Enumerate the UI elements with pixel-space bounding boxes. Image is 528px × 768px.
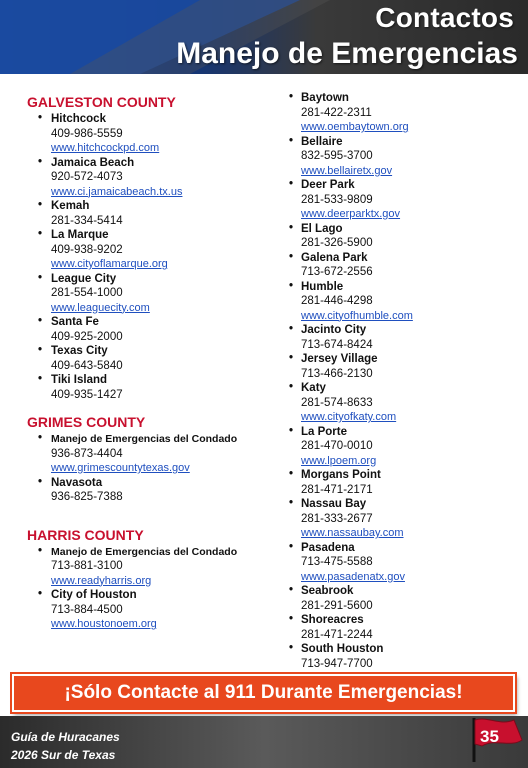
bullet-icon: • [289,584,294,596]
list-item [27,272,277,316]
contact-link[interactable]: www.deerparktx.gov [301,208,401,220]
list-item [285,468,515,497]
page-header [0,0,528,74]
contact-name: Manejo de Emergencias del Condado [51,433,238,445]
contact-phone: 281-446-4298 [301,295,373,307]
list-item [27,545,277,589]
contact-phone: 281-471-2171 [301,483,373,496]
contact-link[interactable]: www.houstonoem.org [51,618,157,630]
contact-phone: 713-466-2130 [301,367,373,380]
contact-phone: 713-947-7700 [301,657,373,670]
bullet-icon: • [289,642,294,654]
contact-link[interactable]: www.grimescountytexas.gov [51,462,190,474]
page-footer [0,716,528,768]
bullet-icon: • [289,91,294,103]
bullet-icon: • [289,134,294,147]
contact-phone: 409-643-5840 [51,359,123,372]
contact-name: La Porte [301,425,348,438]
contact-name: Hitchcock [51,113,106,125]
bullet-icon: • [38,199,43,211]
contact-phone: 713-672-2556 [301,266,373,278]
list-item [285,352,515,381]
page-title-line2: Manejo de Emergencias [176,37,518,70]
footer-guide-title [11,728,120,764]
contact-link[interactable]: www.ci.jamaicabeach.tx.us [51,185,183,198]
list-item [27,432,277,476]
contact-link[interactable]: www.oembaytown.org [301,121,409,133]
contact-link[interactable]: www.cityofhumble.com [301,309,413,322]
bullet-icon: • [38,344,43,356]
contact-name: Seabrook [301,585,354,597]
bullet-icon: • [38,544,43,557]
contact-phone: 281-574-8633 [301,396,373,409]
contact-name: La Marque [51,229,109,241]
bullet-icon: • [38,271,43,284]
contact-phone: 936-873-4404 [51,447,123,460]
contact-link[interactable]: www.lpoem.org [301,454,377,467]
list-item [285,222,515,251]
bullet-icon: • [38,228,43,240]
contact-name: Kemah [51,200,90,212]
left-column [27,94,277,641]
list-item [285,381,515,425]
list-item [285,541,515,585]
contact-phone: 713-674-8424 [301,338,373,351]
bullet-icon: • [38,588,43,600]
contact-link[interactable]: www.cityofkaty.com [301,411,397,423]
contact-phone: 409-986-5559 [51,127,123,140]
list-item [27,373,277,402]
bullet-icon: • [38,432,43,444]
contact-phone: 281-422-2311 [301,106,372,119]
grimes-county-section [27,414,277,505]
county-heading: HARRIS COUNTY [27,526,144,543]
bullet-icon: • [38,112,43,124]
list-item [285,323,515,352]
bullet-icon: • [289,497,294,509]
contact-name: El Lago [301,222,343,235]
list-item [27,156,277,200]
list-item [27,588,277,632]
contact-phone: 713-884-4500 [51,603,123,616]
contact-phone: 713-475-5588 [301,556,373,568]
list-item [27,315,277,344]
contact-phone: 281-334-5414 [51,214,123,227]
contact-name: Morgans Point [301,469,381,481]
contact-name: Jamaica Beach [51,156,135,169]
bullet-icon: • [38,155,43,168]
list-item [27,112,277,156]
contact-name: South Houston [301,643,384,655]
bullet-icon: • [289,468,294,480]
right-column [285,91,515,671]
bullet-icon: • [38,373,43,385]
bullet-icon: • [289,178,294,190]
contact-phone: 281-533-9809 [301,193,373,206]
contact-phone: 281-471-2244 [301,628,373,641]
bullet-icon: • [289,250,294,263]
list-item [27,476,277,505]
bullet-icon: • [289,613,294,625]
bullet-icon: • [289,424,294,437]
bullet-icon: • [289,352,294,364]
contact-name: Jersey Village [301,353,378,365]
galveston-county-section [27,94,277,402]
list-item [285,280,515,324]
list-item [285,135,515,179]
contact-name: Tiki Island [51,374,108,386]
page-title-line1: Contactos [375,2,514,33]
contact-name: Jacinto City [301,324,367,336]
list-item [285,584,515,613]
contact-link[interactable]: www.hitchcockpd.com [51,142,160,154]
county-heading: GALVESTON COUNTY [27,94,176,110]
list-item [285,91,515,135]
footer-line2: 2026 Sur de Texas [11,748,116,762]
bullet-icon: • [289,279,294,292]
list-item [285,642,515,671]
list-item [285,251,515,280]
bullet-icon: • [289,540,294,553]
contact-link[interactable]: www.bellairetx.gov [301,164,393,177]
contact-name: League City [51,272,117,285]
contact-name: Manejo de Emergencias del Condado [51,545,238,558]
contact-phone: 936-825-7388 [51,491,123,503]
contact-phone: 409-938-9202 [51,243,123,256]
contact-phone: 281-470-0010 [301,440,373,452]
contact-name: Navasota [51,476,103,489]
contact-name: Nassau Bay [301,498,367,510]
contact-name: Shoreacres [301,614,364,626]
list-item [27,344,277,373]
harris-county-section [27,527,277,632]
list-item [27,199,277,228]
bullet-icon: • [38,315,43,327]
contact-link[interactable]: www.readyharris.org [51,574,152,587]
bullet-icon: • [38,475,43,488]
bullet-icon: • [289,323,294,335]
contact-name: Deer Park [301,179,355,191]
contact-name: Humble [301,280,344,293]
contact-phone: 713-881-3100 [51,560,123,572]
emergency-banner-text: ¡Sólo Contacte al 911 Durante Emergencias! [64,682,463,703]
emergency-banner [12,674,515,712]
contact-phone: 409-935-1427 [51,388,123,401]
contact-link[interactable]: www.pasadenatx.gov [301,570,405,583]
page-number: 35 [480,727,499,746]
contact-phone: 920-572-4073 [51,171,123,183]
contact-phone: 832-595-3700 [301,150,373,162]
list-item [285,425,515,469]
contact-name: Galena Park [301,251,368,264]
contact-name: Bellaire [301,135,343,148]
list-item [285,178,515,222]
contact-name: Baytown [301,92,349,104]
contact-name: Texas City [51,345,108,357]
footer-line1: Guía de Huracanes [11,730,120,744]
contact-name: Santa Fe [51,316,99,328]
list-item [27,228,277,272]
list-item [285,497,515,541]
contact-name: Pasadena [301,541,355,554]
contact-link[interactable]: www.cityoflamarque.org [51,258,168,270]
contact-phone: 281-291-5600 [301,599,373,612]
contact-link[interactable]: www.leaguecity.com [51,301,150,314]
list-item [285,613,515,642]
contact-phone: 281-333-2677 [301,512,373,525]
contact-link[interactable]: www.nassaubay.com [301,527,404,539]
contact-phone: 281-326-5900 [301,237,373,249]
contact-phone: 409-925-2000 [51,330,123,343]
contact-name: Katy [301,382,326,394]
bullet-icon: • [289,381,294,393]
bullet-icon: • [289,221,294,234]
contact-phone: 281-554-1000 [51,287,123,299]
county-heading: GRIMES COUNTY [27,414,146,430]
contact-name: City of Houston [51,589,137,601]
